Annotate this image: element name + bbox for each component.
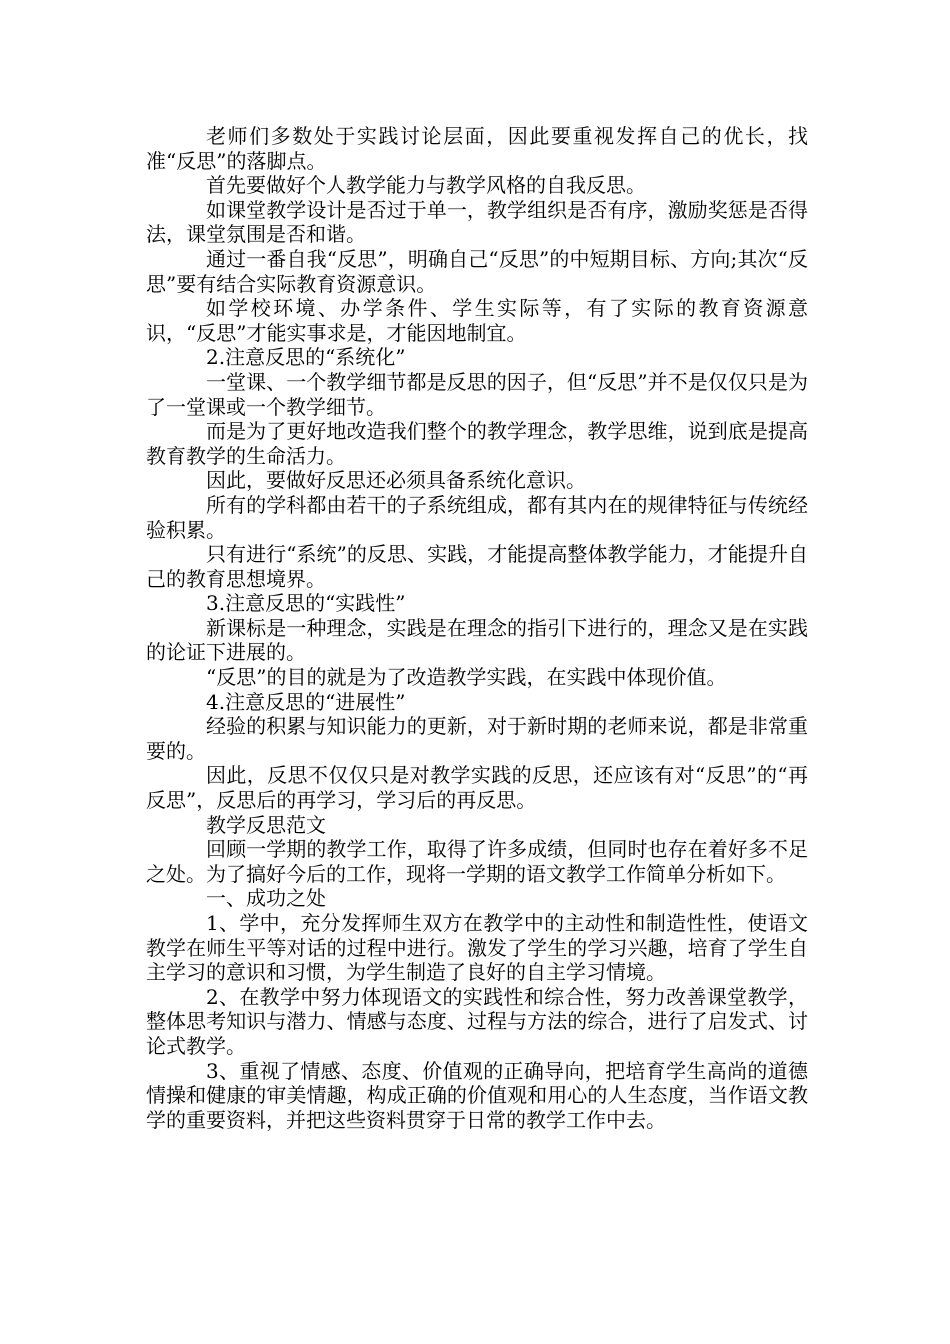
paragraph: 首先要做好个人教学能力与教学风格的自我反思。 [206, 173, 646, 198]
paragraph: 2、在教学中努力体现语文的实践性和综合性，努力改善课堂教学，整体思考知识与潜力、情感与态度、过程与方法的综合，进行了启发式、讨论式教学。 [146, 984, 808, 1058]
paragraph: “反思”的目的就是为了改造教学实践，在实践中体现价值。 [206, 665, 727, 690]
paragraph: 因此，要做好反思还必须具备系统化意识。 [206, 468, 586, 493]
section-title: 教学反思范文 [206, 812, 326, 837]
paragraph: 回顾一学期的教学工作，取得了许多成绩，但同时也存在着好多不足之处。为了搞好今后的工作，现将一学期的语文教学工作简单分析如下。 [146, 837, 808, 886]
paragraph: 一堂课、一个教学细节都是反思的因子，但“反思”并不是仅仅只是为了一堂课或一个教学细节。 [146, 369, 808, 419]
paragraph: 所有的学科都由若干的子系统组成，都有其内在的规律特征与传统经验积累。 [146, 492, 808, 542]
paragraph: 经验的积累与知识能力的更新，对于新时期的老师来说，都是非常重要的。 [146, 714, 808, 763]
paragraph: 3、重视了情感、态度、价值观的正确导向，把培育学生高尚的道德情操和健康的审美情趣，构成正确的价值观和用心的人生态度，当作语文教学的重要资料，并把这些资料贯穿于日常的教学工作中去。 [146, 1058, 808, 1132]
section-heading: 4.注意反思的“进展性” [206, 689, 406, 714]
paragraph: 如学校环境、办学条件、学生实际等，有了实际的教育资源意识，“反思”才能实事求是，才能因地制宜。 [146, 296, 808, 345]
paragraph: 只有进行“系统”的反思、实践，才能提高整体教学能力，才能提升自己的教育思想境界。 [146, 542, 808, 591]
paragraph: 老师们多数处于实践讨论层面，因此要重视发挥自己的优长，找准“反思”的落脚点。 [146, 124, 808, 173]
paragraph: 因此，反思不仅仅只是对教学实践的反思，还应该有对“反思”的“再反思”，反思后的再学习，学习后的再反思。 [146, 763, 808, 813]
paragraph: 通过一番自我“反思”，明确自己“反思”的中短期目标、方向;其次“反思”要有结合实际教育资源意识。 [146, 246, 808, 296]
document-body [146, 124, 808, 1132]
section-heading: 一、成功之处 [206, 886, 326, 911]
paragraph: 1、学中，充分发挥师生双方在教学中的主动性和制造性性，使语文教学在师生平等对话的过程中进行。激发了学生的学习兴趣，培育了学生自主学习的意识和习惯，为学生制造了良好的自主学习情境。 [146, 911, 808, 985]
section-heading: 2.注意反思的“系统化” [206, 345, 406, 370]
section-heading: 3.注意反思的“实践性” [206, 591, 406, 616]
paragraph: 而是为了更好地改造我们整个的教学理念，教学思维，说到底是提高教育教学的生命活力。 [146, 419, 808, 468]
paragraph: 新课标是一种理念，实践是在理念的指引下进行的，理念又是在实践的论证下进展的。 [146, 615, 808, 665]
paragraph: 如课堂教学设计是否过于单一，教学组织是否有序，激励奖惩是否得法，课堂氛围是否和谐。 [146, 197, 808, 247]
